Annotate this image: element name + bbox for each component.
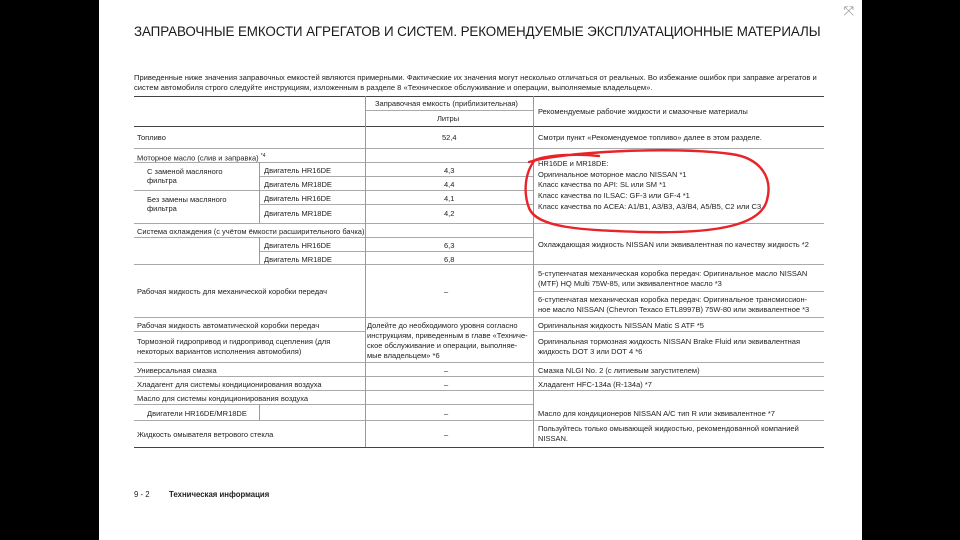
grease-value: – — [444, 366, 449, 375]
row-rule — [134, 190, 533, 191]
oil-with-filter: С заменой масляного фильтра — [147, 167, 223, 186]
fuel-label: Топливо — [137, 133, 166, 142]
oil-spec-line: HR16DE и MR18DE: — [538, 159, 609, 168]
shared-value-line: мые владельцем» *6 — [367, 351, 440, 360]
ac-oil-engines: Двигатели HR16DE/MR18DE — [147, 409, 247, 418]
shared-value-line: инструкциям, приведенным в главе «Техниче- — [367, 331, 528, 340]
brake-label-line: некоторых вариантов исполнения автомобиля) — [137, 347, 302, 356]
header-bottom-rule — [134, 126, 824, 127]
row-rule — [134, 376, 824, 377]
washer-note-line: Пользуйтесь только омывающей жидкостью, рекомендованной компанией — [538, 424, 799, 433]
oil-spec-line: Класс качества по ILSAC: GF-3 или GF-4 *1 — [538, 191, 690, 200]
refrigerant-note: Хладагент HFC-134a (R-134a) *7 — [538, 380, 652, 389]
oil-value: 4,2 — [444, 209, 455, 218]
column-divider — [259, 404, 260, 420]
row-rule — [134, 317, 824, 318]
header-recommended: Рекомендуемые рабочие жидкости и смазочные материалы — [538, 107, 748, 116]
brake-label-line: Тормозной гидропривод и гидропривод сцепления (для — [137, 337, 331, 346]
grease-note: Смазка NLGI No. 2 (с литиевым загустителем) — [538, 366, 700, 375]
oil-without-filter: Без замены масляного фильтра — [147, 195, 227, 214]
manual-note-line: 6-ступенчатая механическая коробка передач: Оригинальное трансмиссион- — [538, 295, 808, 304]
grease-label: Универсальная смазка — [137, 366, 217, 375]
row-rule — [134, 404, 533, 405]
ac-oil-note: Масло для кондиционеров NISSAN A/C тип R или эквивалентное *7 — [538, 409, 775, 418]
brake-note-line: жидкость DOT 3 или DOT 4 *6 — [538, 347, 643, 356]
manual-value: – — [444, 287, 449, 296]
cooling-label: Система охлаждения (с учётом ёмкости расширительного бачка) — [137, 227, 365, 236]
oil-engine: Двигатель HR16DE — [264, 194, 332, 203]
row-rule — [134, 237, 533, 238]
column-divider — [259, 237, 260, 264]
row-rule — [134, 362, 824, 363]
column-divider — [259, 162, 260, 223]
header-capacity: Заправочная емкость (приблизительная) — [375, 99, 518, 108]
column-divider — [365, 96, 366, 447]
manual-label: Рабочая жидкость для механической коробки передач — [137, 287, 328, 296]
manual-note-line: (MTF) HQ Multi 75W-85, или эквивалентное масло *3 — [538, 279, 722, 288]
refrigerant-label: Хладагент для системы кондиционирования воздуха — [137, 380, 322, 389]
section-name: Техническая информация — [169, 490, 270, 499]
row-rule — [259, 204, 533, 205]
page-title: ЗАПРАВОЧНЫЕ ЕМКОСТИ АГРЕГАТОВ И СИСТЕМ. РЕКОМЕНДУЕМЫЕ ЭКСПЛУАТАЦИОННЫЕ МАТЕРИАЛЫ — [134, 24, 821, 39]
expand-arrows-icon[interactable]: ⤧ — [843, 4, 854, 19]
manual-note-line: ное масло NISSAN (Chevron Texaco ETL8997B) 75W-80 или эквивалентное *3 — [538, 305, 810, 314]
ac-oil-label: Масло для системы кондиционирования воздуха — [137, 394, 309, 403]
fuel-value: 52,4 — [442, 133, 457, 142]
page-number: 9 - 2 — [134, 490, 150, 499]
row-rule — [259, 176, 533, 177]
oil-value: 4,4 — [444, 180, 455, 189]
row-rule — [134, 390, 824, 391]
table-top-rule — [134, 96, 824, 97]
red-highlight-circle — [521, 148, 771, 238]
auto-label: Рабочая жидкость автоматической коробки передач — [137, 321, 320, 330]
washer-label: Жидкость омывателя ветрового стекла — [137, 430, 274, 439]
oil-spec-line: Класс качества по API: SL или SM *1 — [538, 180, 667, 189]
oil-engine: Двигатель MR18DE — [264, 209, 332, 218]
cooling-value: 6,8 — [444, 255, 455, 264]
header-sub-rule — [365, 110, 533, 111]
oil-label: Моторное масло (слив и заправка) $^{*4}$ — [137, 153, 266, 163]
cooling-value: 6,3 — [444, 241, 455, 250]
fuel-note: Смотри пункт «Рекомендуемое топливо» далее в этом разделе. — [538, 133, 762, 142]
row-rule — [259, 251, 533, 252]
oil-value: 4,3 — [444, 166, 455, 175]
brake-note-line: Оригинальная тормозная жидкость NISSAN Brake Fluid или эквивалентная — [538, 337, 801, 346]
table-bottom-rule — [134, 447, 824, 448]
cooling-note: Охлаждающая жидкость NISSAN или эквивалентная по качеству жидкость *2 — [538, 240, 809, 249]
oil-value: 4,1 — [444, 194, 455, 203]
oil-engine: Двигатель MR18DE — [264, 180, 332, 189]
intro-line: Приведенные ниже значения заправочных емкостей являются примерными. Фактические их значения могут несколько отличаться от реальных. Во избежание ошибок при заправке агрегатов и — [134, 73, 817, 82]
intro-line: систем автомобиля строго следуйте инструкциям, изложенным в разделе 8 «Техническое обслуживание и операции, выполняемые владельцем». — [134, 83, 653, 92]
header-liters: Литры — [437, 114, 460, 123]
shared-value-line: Долейте до необходимого уровня согласно — [367, 321, 518, 330]
oil-engine: Двигатель HR16DE — [264, 166, 332, 175]
row-rule — [533, 291, 824, 292]
shared-value-line: ское обслуживание и операции, выполняе- — [367, 341, 518, 350]
manual-page — [99, 0, 862, 540]
ac-oil-value: – — [444, 409, 449, 418]
washer-note-line: NISSAN. — [538, 434, 569, 443]
manual-note-line: 5-ступенчатая механическая коробка передач: Оригинальное масло NISSAN — [538, 269, 808, 278]
row-rule — [533, 331, 824, 332]
cooling-engine: Двигатель HR16DE — [264, 241, 332, 250]
oil-spec-line: Класс качества по ACEA: A1/B1, A3/B3, A3/B4, A5/B5, C2 или C3 — [538, 202, 762, 211]
intro-paragraph — [134, 73, 834, 93]
refrigerant-value: – — [444, 380, 449, 389]
row-rule — [134, 420, 824, 421]
cooling-engine: Двигатель MR18DE — [264, 255, 332, 264]
auto-note: Оригинальная жидкость NISSAN Matic S ATF *5 — [538, 321, 704, 330]
row-rule — [134, 264, 824, 265]
row-rule — [134, 331, 365, 332]
washer-value: – — [444, 430, 449, 439]
oil-spec-line: Оригинальное моторное масло NISSAN *1 — [538, 169, 687, 179]
